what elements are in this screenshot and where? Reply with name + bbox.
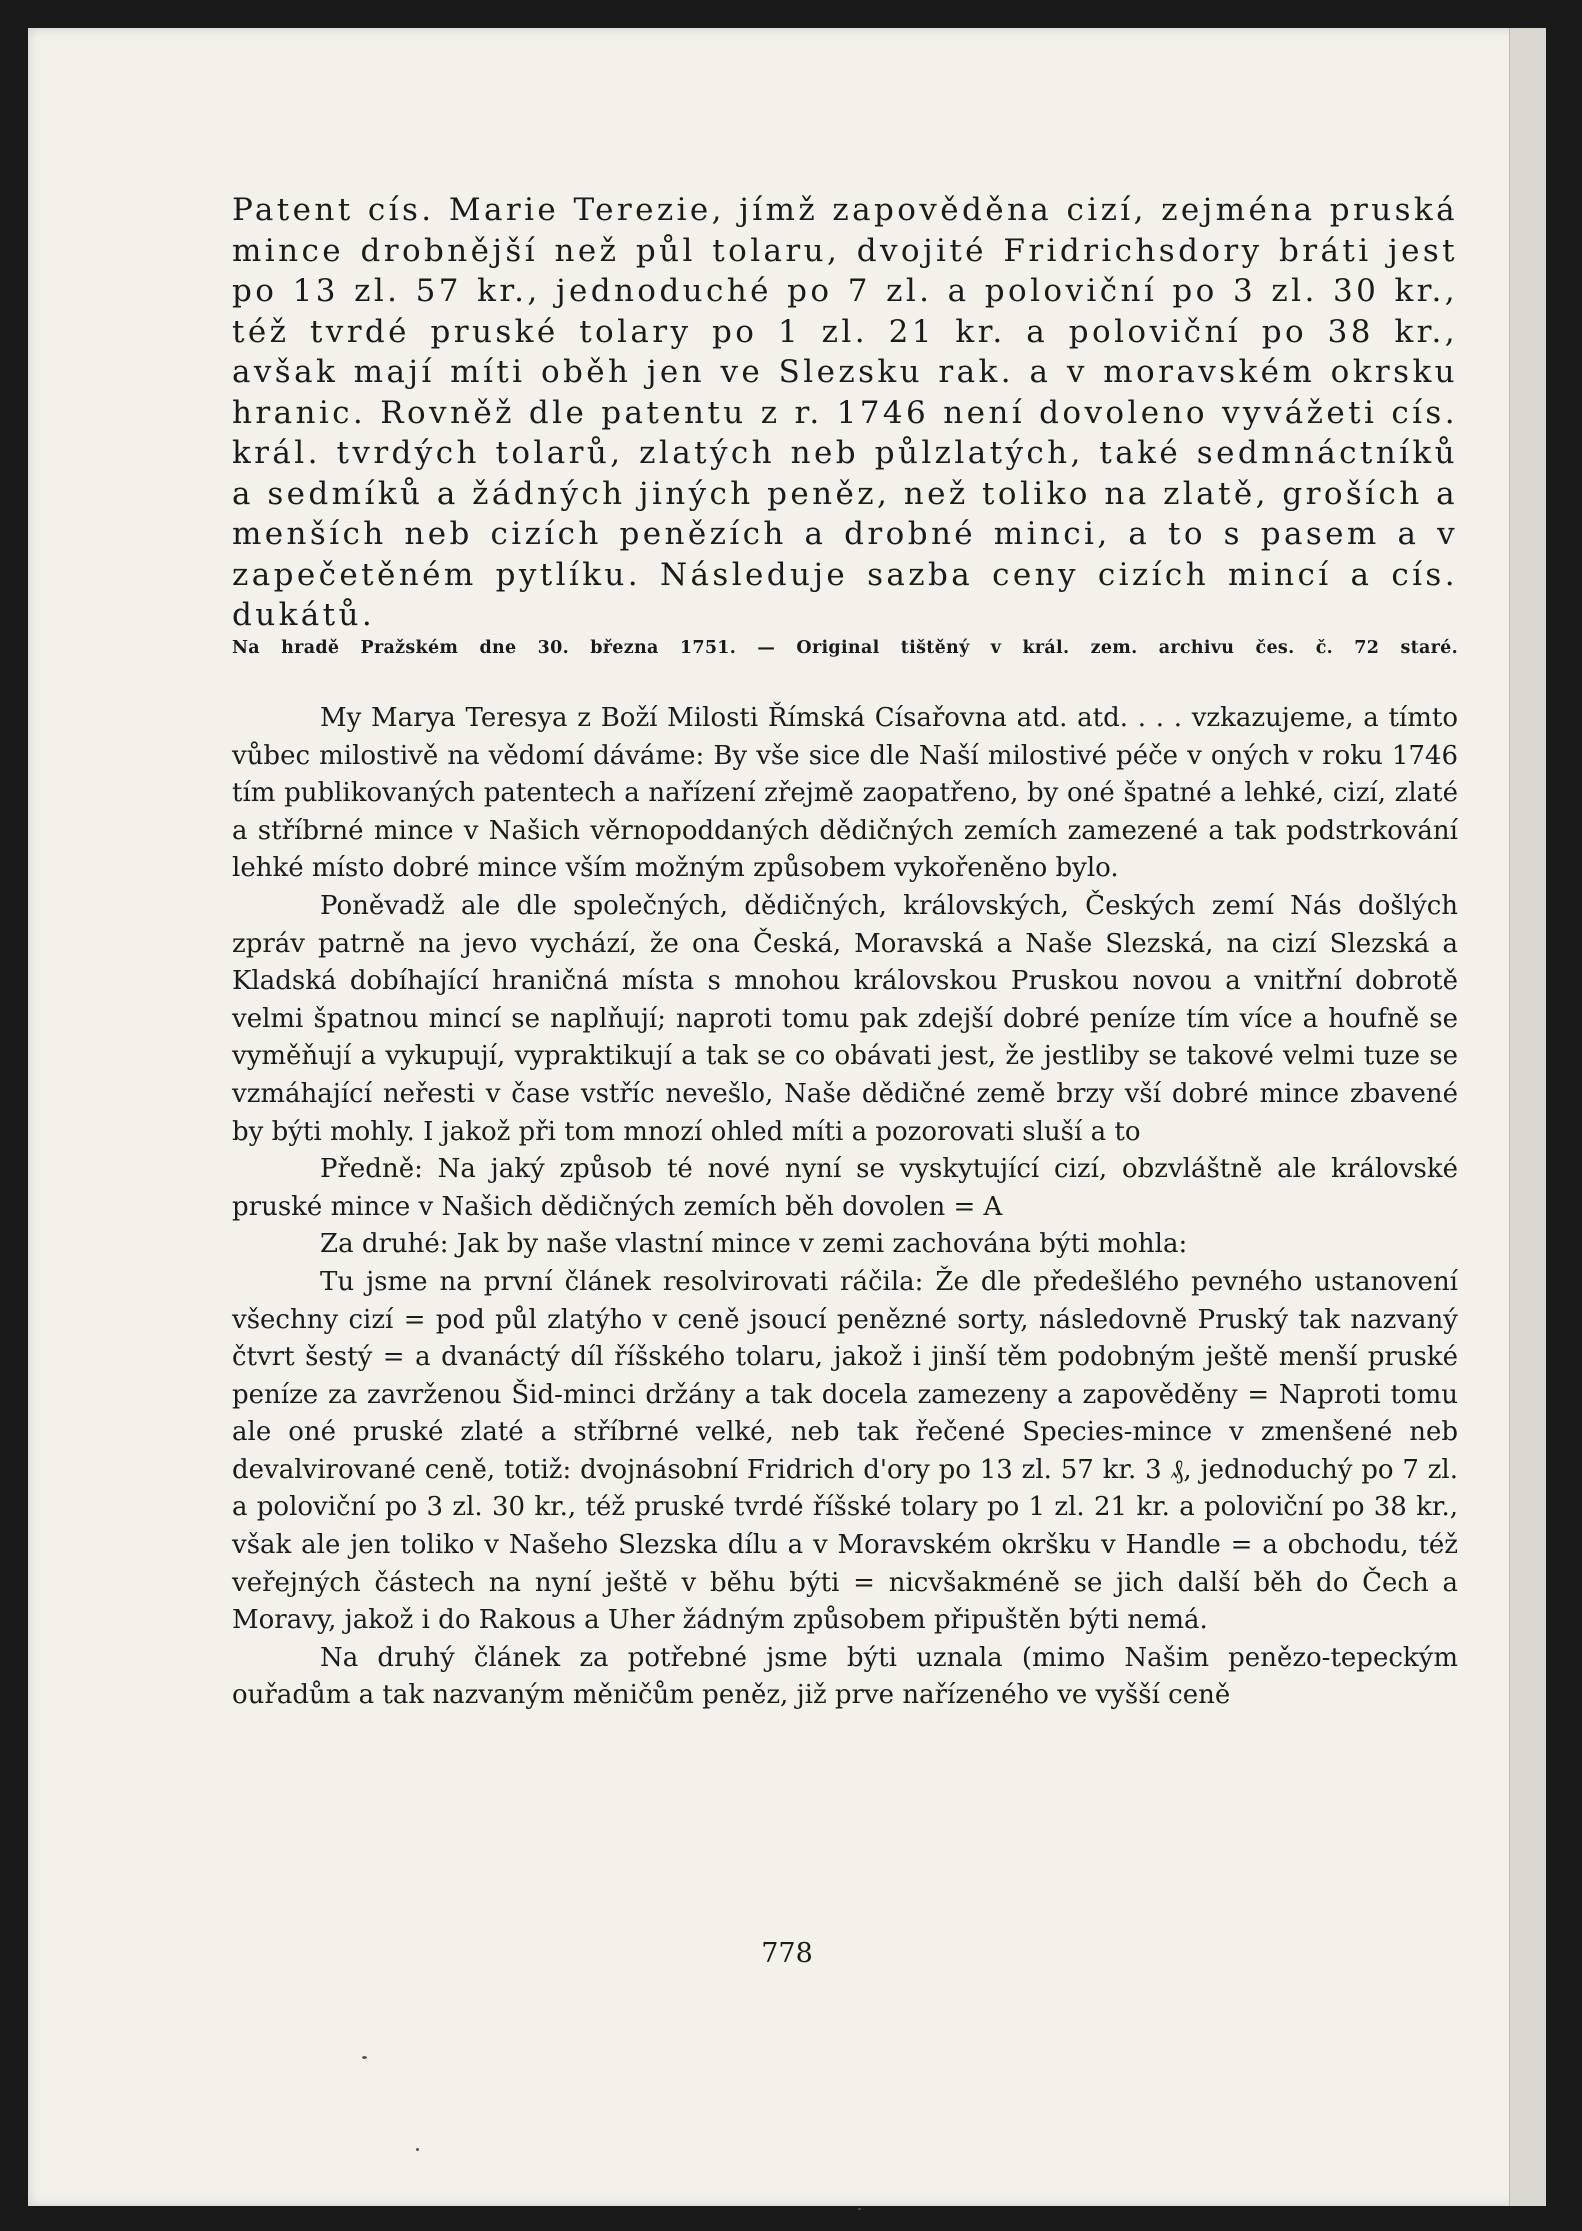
body-paragraph: Poněvadž ale dle společných, dědičných, královských, Českých zemí Nás došlých zpráv patrně na jevo vychází, že ona Česká, Moravská a Naše Slezská, na cizí Slezská a Kladská dobíhající hraničná místa s mnohou královskou Pruskou novou a vnitřní dobrotě velmi špatnou mincí se naplňují; naproti tomu pak zdejší dobré peníze tím více a houfně se vyměňují a vykupují, vypraktikují a tak se co obávati jest, že jestliby se takové velmi tuze se vzmáhající neřesti v čase vstříc nevešlo, Naše dědičné země brzy vší dobré mince zbavené by býti mohly. I jakož při tom mnozí ohled míti a pozorovati sluší a to (232, 890, 1458, 1147)
body-paragraph: Předně: Na jaký způsob té nové nyní se vyskytující cizí, obzvláštně ale královské pruské mince v Našich dědičných zemích běh dovolen = A (232, 1154, 1458, 1222)
body-paragraph: Na druhý článek za potřebné jsme býti uznala (mimo Našim penězo-tepeckým ouřadům a tak nazvaným měničům peněz, již prve nařízeného ve vyšší ceně (232, 1642, 1458, 1711)
scan-speck (416, 2148, 419, 2151)
body-paragraph: Za druhé: Jak by naše vlastní mince v zemi zachována býti mohla: (320, 1229, 1188, 1260)
scan-speck (858, 2208, 861, 2210)
page-edge (1509, 28, 1546, 2206)
page-number: 778 (761, 1938, 813, 1969)
document-body (232, 700, 1458, 1715)
source-note: Na hradě Pražském dne 30. března 1751. — Original tištěný v král. zem. archivu čes. č. 72 staré. (232, 638, 1458, 658)
scan-speck (362, 2056, 367, 2059)
body-paragraph: My Marya Teresya z Boží Milosti Římská Císařovna atd. atd. . . . vzkazujeme, a tímto vůbec milostivě na vědomí dáváme: By vše sice dle Naší milostivé péče v oných v roku 1746 tím publikovaných patentech a nařízení zřejmě zaopatřeno, by oné špatné a lehké, cizí, zlaté a stříbrné mince v Našich věrnopoddaných dědičných zemích zamezené a tak podstrkování lehké místo dobré mince vším možným způsobem vykořeněno bylo. (232, 703, 1458, 884)
body-paragraph: Tu jsme na první článek resolvirovati ráčila: Že dle předešlého pevného ustanovení všechny cizí = pod půl zlatýho v ceně jsoucí penězné sorty, následovně Pruský tak nazvaný čtvrt šestý = a dvanáctý díl říšského tolaru, jakož i jinší těm podobným ještě menší pruské peníze za zavrženou Šid-minci držány a tak docela zamezeny a zapověděny = Naproti tomu ale oné pruské zlaté a stříbrné velké, neb tak řečené Species-mince v zmenšené neb devalvirované ceně, totiž: dvojnásobní Fridrich d'ory po 13 zl. 57 kr. 3 ₰, jednoduchý po 7 zl. a poloviční po 3 zl. 30 kr., též pruské tvrdé říšské tolary po 1 zl. 21 kr. a poloviční po 38 kr., však ale jen toliko v Našeho Slezska dílu a v Moravském okršku v Handle = a obchodu, též veřejných částech na nyní ještě v běhu býti = nicvšakméně se jich další běh do Čech a Moravy, jakož i do Rakous a Uher žádným způsobem připuštěn býti nemá. (232, 1266, 1458, 1636)
document-page (28, 28, 1546, 2206)
document-heading (232, 190, 1458, 636)
heading-text: Patent cís. Marie Terezie, jímž zapověděna cizí, zejména pruská mince drobnější než půl tolaru, dvojité Fridrichsdory bráti jest po 13 zl. 57 kr., jednoduché po 7 zl. a poloviční po 3 zl. 30 kr., též tvrdé pruské tolary po 1 zl. 21 kr. a poloviční po 38 kr., avšak mají míti oběh jen ve Slezsku rak. a v moravském okrsku hranic. Rovněž dle patentu z r. 1746 není dovoleno vyvážeti cís. král. tvrdých tolarů, zlatých neb půlzlatých, také sedmnáctníků a sedmíků a žádných jiných peněz, než toliko na zlatě, groších a menších neb cizích penězích a drobné minci, a to s pasem a v zapečetěném pytlíku. Následuje sazba ceny cizích mincí a cís. dukátů. (232, 192, 1458, 633)
